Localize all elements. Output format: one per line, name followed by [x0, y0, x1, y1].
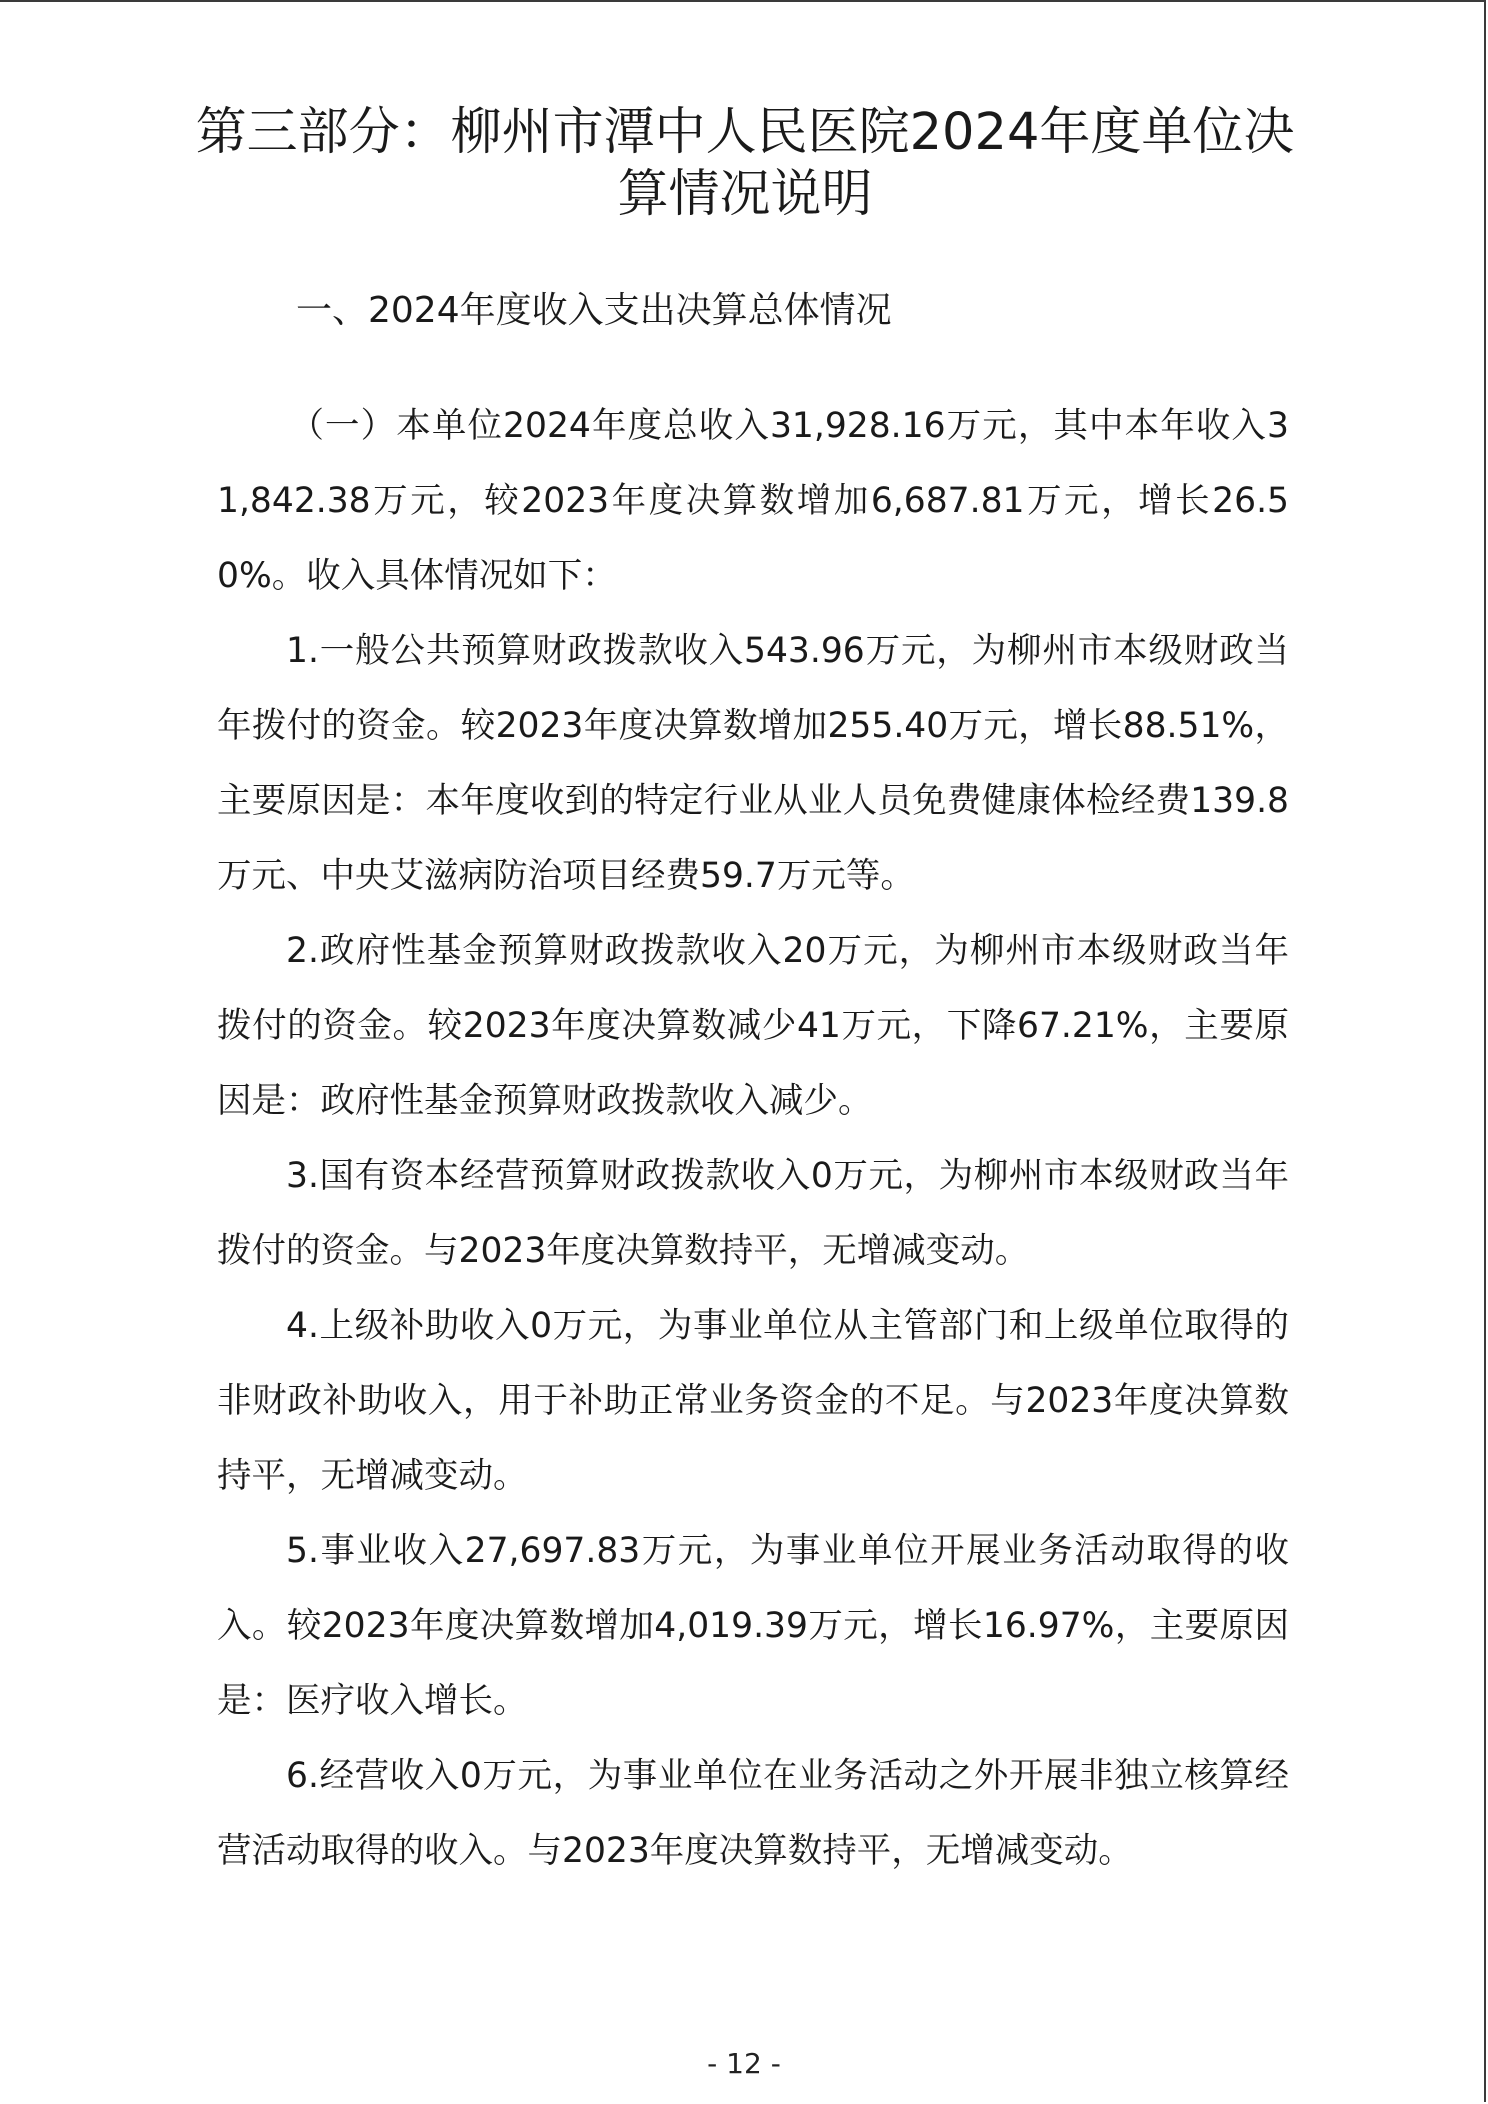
paragraph-business-income: 5.事业收入27,697.83万元，为事业单位开展业务活动取得的收入。较2023年度决算数增加4,019.39万元，增长16.97%，主要原因是：医疗收入增长。 [217, 1531, 1289, 1721]
paragraph-operating-income: 6.经营收入0万元，为事业单位在业务活动之外开展非独立核算经营活动取得的收入。与2023年度决算数持平，无增减变动。 [217, 1756, 1289, 1871]
paragraph-government-fund-income: 2.政府性基金预算财政拨款收入20万元，为柳州市本级财政当年拨付的资金。较2023年度决算数减少41万元，下降67.21%，主要原因是：政府性基金预算财政拨款收入减少。 [217, 931, 1289, 1121]
paragraph-superior-subsidy-income: 4.上级补助收入0万元，为事业单位从主管部门和上级单位取得的非财政补助收入，用于补助正常业务资金的不足。与2023年度决算数持平，无增减变动。 [217, 1306, 1289, 1496]
body-text [217, 389, 1289, 1889]
page-number: - 12 - [707, 2047, 781, 2080]
paragraph-general-budget-income: 1.一般公共预算财政拨款收入543.96万元，为柳州市本级财政当年拨付的资金。较2023年度决算数增加255.40万元，增长88.51%，主要原因是：本年度收到的特定行业从业人员免费健康体检经费139.8万元、中央艾滋病防治项目经费59.7万元等。 [217, 631, 1289, 896]
page-title: 第三部分：柳州市潭中人民医院2024年度单位决算情况说明 [195, 103, 1295, 224]
paragraph-total-income: （一）本单位2024年度总收入31,928.16万元，其中本年收入31,842.38万元，较2023年度决算数增加6,687.81万元，增长26.50%。收入具体情况如下： [217, 406, 1289, 596]
section-heading: 一、2024年度收入支出决算总体情况 [296, 290, 892, 331]
paragraph-state-capital-income: 3.国有资本经营预算财政拨款收入0万元，为柳州市本级财政当年拨付的资金。与2023年度决算数持平，无增减变动。 [217, 1156, 1289, 1271]
